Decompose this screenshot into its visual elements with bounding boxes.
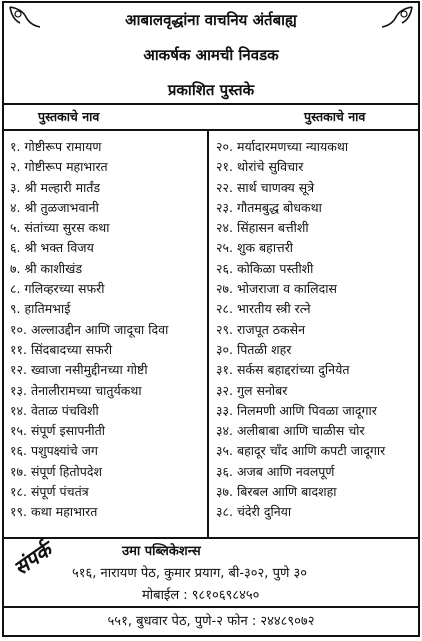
book-title: कथा महाभारत: [30, 504, 98, 520]
list-item: [10, 482, 206, 502]
contact-section: [4, 537, 418, 606]
item-number: २३.: [216, 199, 233, 215]
book-list-right: [216, 137, 420, 523]
item-number: २१.: [216, 159, 233, 175]
item-number: ३७.: [216, 484, 233, 500]
item-number: ३४.: [216, 423, 233, 439]
item-number: १२.: [10, 362, 27, 378]
divider: [4, 103, 418, 105]
item-number: १५.: [10, 423, 27, 439]
contact-stamp: संपर्क: [9, 537, 56, 581]
item-number: ८.: [10, 281, 21, 297]
item-number: २६.: [216, 260, 233, 276]
list-item: [10, 137, 206, 157]
list-item: [10, 340, 206, 360]
item-number: ७.: [10, 260, 21, 276]
book-title: मर्यादारमणच्या न्यायकथा: [236, 139, 349, 154]
item-number: २२.: [216, 179, 233, 195]
list-item: [216, 157, 420, 177]
book-title: श्री भक्त विजय: [24, 240, 94, 256]
book-title: चंदेरी दुनिया: [236, 504, 292, 520]
header-line-2: आकर्षक आमची निवडक: [143, 46, 279, 64]
book-title: गोष्टीरूप महाभारत: [24, 159, 108, 175]
item-number: १८.: [10, 484, 27, 500]
item-number: २५.: [216, 240, 233, 256]
book-list-left: [10, 137, 206, 523]
right-column-heading: पुस्तकाचे नाव: [304, 109, 366, 124]
item-number: ३६.: [216, 463, 233, 479]
list-item: [10, 259, 206, 279]
publisher-name: उमा पब्लिकेशन्स: [122, 544, 201, 559]
item-number: २७.: [216, 281, 233, 297]
item-number: ३०.: [216, 341, 233, 357]
book-title: संपूर्ण हितोपदेश: [30, 463, 103, 479]
item-number: १६.: [10, 443, 27, 459]
list-item: [216, 360, 420, 380]
item-number: ९.: [10, 301, 21, 317]
book-title: अजब आणि नवलपूर्ण: [236, 463, 335, 479]
book-title: अलीबाबा आणि चाळीस चोर: [236, 423, 365, 439]
item-number: ३१.: [216, 362, 233, 378]
item-number: २०.: [216, 139, 233, 154]
book-title: पितळी शहर: [236, 341, 292, 357]
list-item: [216, 279, 420, 299]
list-item: [216, 441, 420, 461]
publisher-mobile: मोबाईल : ९८१०६९८४५०: [142, 588, 260, 603]
item-number: १४.: [10, 402, 27, 418]
list-item: [216, 137, 420, 157]
list-item: [10, 279, 206, 299]
list-item: [216, 299, 420, 319]
list-item: [216, 178, 420, 198]
item-number: २९.: [216, 321, 233, 337]
list-item: [216, 401, 420, 421]
list-item: [216, 502, 420, 522]
book-title: अल्लाउद्दीन आणि जादूचा दिवा: [30, 321, 169, 337]
list-item: [10, 299, 206, 319]
list-item: [216, 218, 420, 238]
book-title: गलिव्हरच्या सफरी: [24, 281, 105, 297]
item-number: १०.: [10, 321, 27, 337]
book-title: ख्वाजा नसीमुद्दीनच्या गोष्टी: [30, 362, 148, 378]
item-number: ३८.: [216, 504, 233, 520]
list-item: [10, 198, 206, 218]
list-item: [216, 198, 420, 218]
list-item: [10, 421, 206, 441]
header-line-3: प्रकाशित पुस्तके: [167, 81, 255, 99]
book-catalog-page: [2, 1, 420, 637]
list-item: [10, 178, 206, 198]
list-item: [216, 421, 420, 441]
book-title: सर्कस बहाद्दरांच्या दुनियेत: [236, 362, 350, 378]
book-title: बहादूर चाँद आणि कपटी जादूगार: [236, 443, 386, 459]
book-title: वेताळ पंचविशी: [30, 402, 99, 418]
list-item: [216, 238, 420, 258]
item-number: २४.: [216, 220, 233, 236]
item-number: ५.: [10, 220, 21, 236]
book-title: संपूर्ण पंचतंत्र: [30, 484, 89, 500]
item-number: ३५.: [216, 443, 233, 459]
item-number: ६.: [10, 240, 21, 256]
list-item: [216, 462, 420, 482]
list-item: [10, 502, 206, 522]
list-item: [10, 441, 206, 461]
book-title: सार्थ चाणक्य सूत्रे: [236, 179, 315, 195]
book-title: सिंदबादच्या सफरी: [30, 341, 113, 357]
item-number: २.: [10, 159, 21, 175]
list-item: [216, 320, 420, 340]
book-title: भारतीय स्त्री रत्ने: [236, 301, 311, 317]
publisher-address: ५१६, नारायण पेठ, कुमार प्रयाग, बी-३०२, पुणे ३०: [72, 566, 308, 581]
book-title: श्री मल्हारी मार्तंड: [24, 179, 101, 195]
column-divider: [207, 129, 209, 537]
list-item: [216, 482, 420, 502]
item-number: ३२.: [216, 382, 233, 398]
book-title: भोजराजा व कालिदास: [236, 281, 337, 297]
list-item: [10, 360, 206, 380]
book-title: राजपूत ठकसेन: [236, 321, 306, 337]
book-title: श्री तुळजाभवानी: [24, 199, 99, 215]
item-number: ३.: [10, 179, 21, 195]
item-number: ३३.: [216, 402, 233, 418]
list-item: [10, 157, 206, 177]
divider: [4, 606, 418, 608]
list-item: [10, 320, 206, 340]
footer-address: ५५१, बुधवार पेठ, पुणे-२ फोन : २४४८९०७२: [107, 614, 315, 629]
list-item: [10, 462, 206, 482]
book-title: निलमणी आणि पिवळा जादूगार: [236, 402, 377, 418]
list-item: [10, 381, 206, 401]
book-title: संपूर्ण इसापनीती: [30, 423, 105, 439]
book-title: कोकिळा पस्तीशी: [236, 260, 314, 276]
item-number: ११.: [10, 341, 27, 357]
book-title: हातिमभाई: [24, 301, 71, 317]
list-item: [10, 238, 206, 258]
book-title: बिरबल आणि बादशहा: [236, 484, 337, 500]
list-item: [10, 218, 206, 238]
item-number: १३.: [10, 382, 27, 398]
header-line-1: आबालवृद्धांना वाचनिय अंर्तबाह्य: [125, 11, 297, 29]
item-number: १.: [10, 139, 21, 154]
item-number: २८.: [216, 301, 233, 317]
book-title: सिंहासन बत्तीशी: [236, 220, 309, 236]
book-title: तेनालीरामच्या चातुर्यकथा: [30, 382, 142, 398]
book-title: गौतमबुद्ध बोधकथा: [236, 199, 322, 215]
book-title: गुल सनोबर: [236, 382, 288, 398]
item-number: १७.: [10, 463, 27, 479]
item-number: ४.: [10, 199, 21, 215]
book-title: श्री काशीखंड: [24, 260, 83, 276]
book-title: शुक बहात्तरी: [236, 240, 294, 256]
item-number: १९.: [10, 504, 27, 520]
book-title: थोरांचे सुविचार: [236, 159, 304, 175]
list-item: [216, 340, 420, 360]
book-title: गोष्टीरूप रामायण: [24, 139, 102, 154]
divider: [4, 129, 418, 131]
list-item: [10, 401, 206, 421]
list-item: [216, 381, 420, 401]
book-title: पशुपक्ष्यांचे जग: [30, 443, 98, 459]
list-item: [216, 259, 420, 279]
left-column-heading: पुस्तकाचे नाव: [38, 109, 100, 124]
book-title: संतांच्या सुरस कथा: [24, 220, 110, 236]
